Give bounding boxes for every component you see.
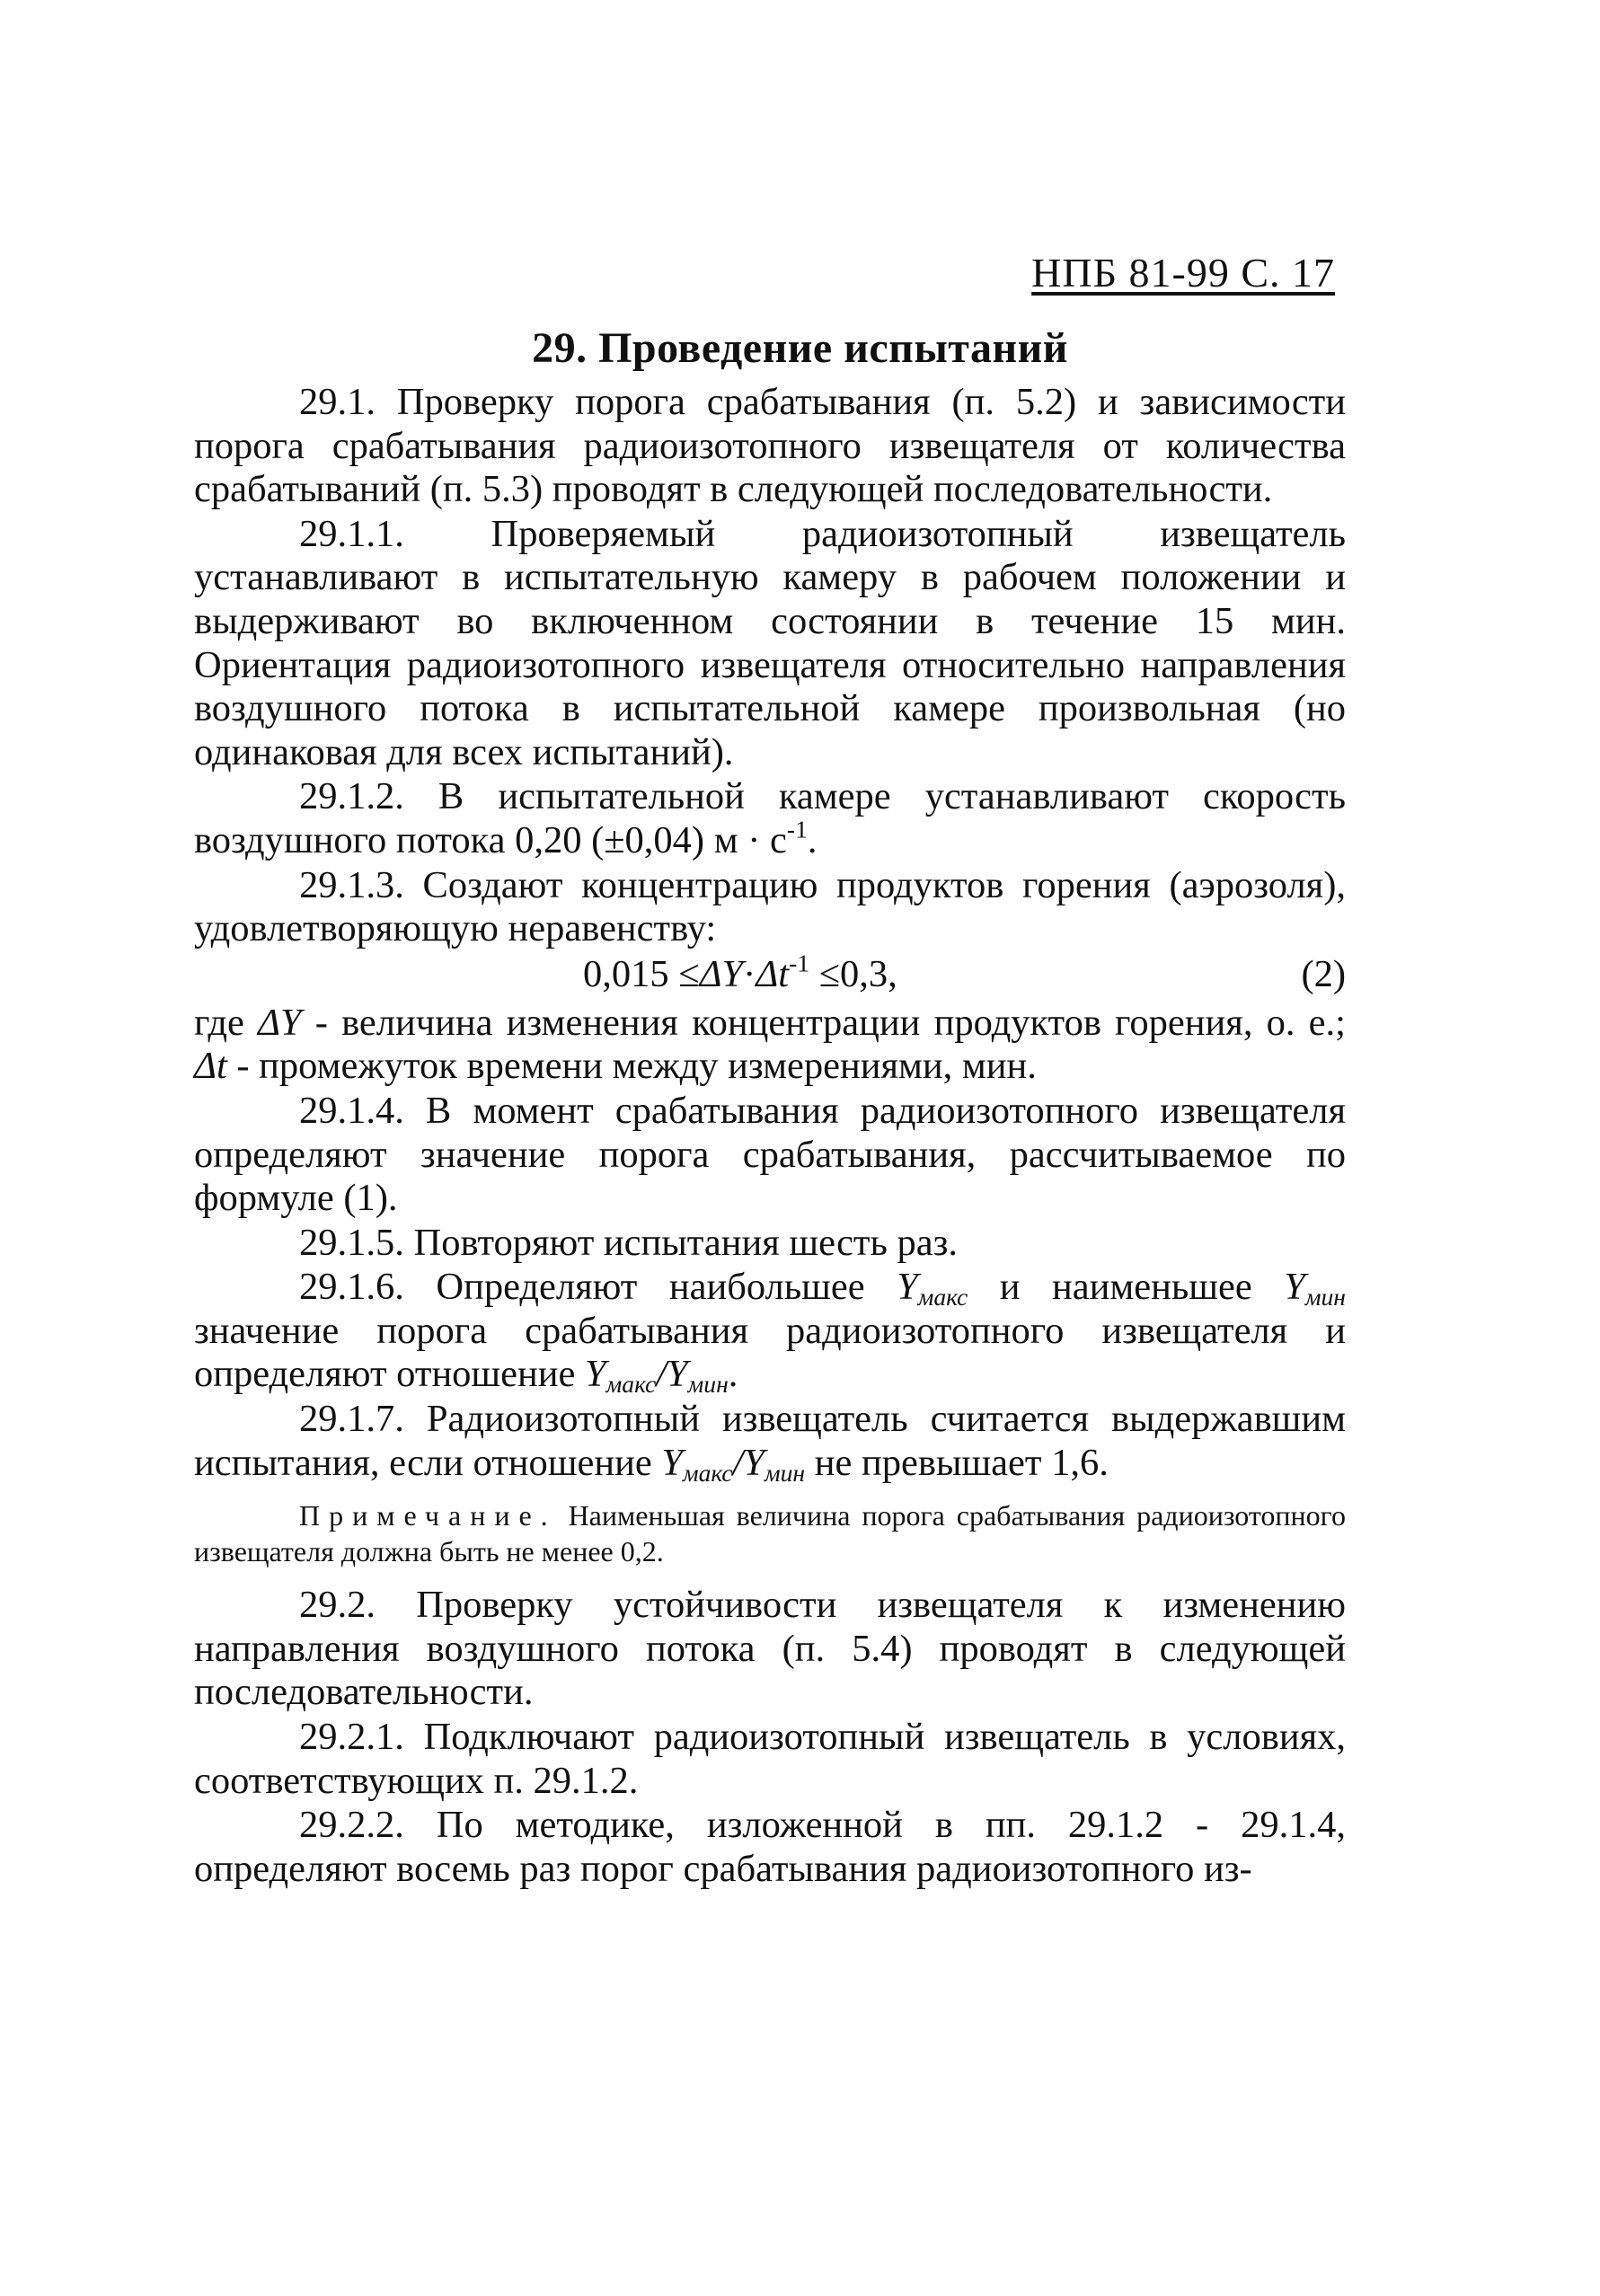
y-symbol: Y	[585, 1353, 606, 1396]
paragraph-29-2: 29.2. Проверку устойчивости извещателя к изменению направления воздушного потока (п. 5.4) проводят в следующей последовательности.	[194, 1584, 1346, 1714]
note	[194, 1497, 1346, 1569]
ratio-slash: /	[732, 1441, 744, 1484]
section-title: 29. Проведение испытаний	[532, 324, 1068, 372]
where-mid: - величина изменения концентрации продуктов горения, о. е.;	[301, 1001, 1346, 1044]
ratio-slash: /	[656, 1353, 667, 1396]
paragraph-29-1-2-end: .	[807, 818, 818, 861]
p-29-1-6-part-c: значение порога срабатывания радиоизотопного извещателя и определяют отношение	[194, 1309, 1346, 1396]
y-symbol: Y	[1284, 1266, 1305, 1309]
y-subscript-max: макс	[682, 1458, 733, 1487]
formula-2	[194, 949, 1346, 1000]
formula-exponent: -1	[789, 949, 810, 977]
note-text: Наименьшая величина порога срабатывания радиоизотопного извещателя должна быть не менее 0,2.	[194, 1499, 1346, 1568]
formula-right: ≤0,3,	[809, 952, 897, 995]
p-29-1-6-part-a: 29.1.6. Определяют наибольшее	[299, 1266, 897, 1309]
note-label: Примечание.	[299, 1499, 557, 1532]
formula-delta-y: ΔY	[699, 952, 744, 995]
paragraph-29-1-1: 29.1.1. Проверяемый радиоизотопный извещатель устанавливают в испытательную камеру в рабочем положении и выдерживают во включенном состоянии в течение 15 мин. Ориентация радиоизотопного извещателя относительно направления воздушного потока в испытательной камере произвольная (но одинаковая для всех испытаний).	[194, 512, 1346, 773]
formula-expression	[583, 949, 897, 997]
paragraph-29-1-2	[194, 775, 1346, 862]
where-delta-t: Δt	[194, 1045, 227, 1088]
y-subscript-min: мин	[764, 1458, 806, 1487]
where-delta-y: ΔY	[257, 1001, 302, 1044]
y-symbol: Y	[667, 1353, 688, 1396]
y-subscript-min: мин	[1304, 1283, 1346, 1311]
formula-left: 0,015 ≤	[583, 952, 700, 995]
p-29-1-7-part-b: не превышает 1,6.	[805, 1441, 1109, 1484]
paragraph-29-2-1: 29.2.1. Подключают радиоизотопный извещатель в условиях, соответствующих п. 29.1.2.	[194, 1716, 1346, 1802]
body-text	[194, 381, 1346, 1892]
y-symbol: Y	[743, 1441, 765, 1484]
y-symbol: Y	[897, 1266, 918, 1309]
formula-number: (2)	[1301, 952, 1346, 995]
paragraph-29-1: 29.1. Проверку порога срабатывания (п. 5.2) и зависимости порога срабатывания радиоизотопного извещателя от количества срабатываний (п. 5.3) проводят в следующей последовательности.	[194, 381, 1346, 511]
unit-exponent: -1	[786, 815, 808, 843]
paragraph-29-1-6	[194, 1266, 1346, 1397]
paragraph-29-2-2: 29.2.2. По методике, изложенной в пп. 29.1.2 - 29.1.4, определяют восемь раз порог срабатывания радиоизотопного из-	[194, 1804, 1346, 1890]
paragraph-29-1-3: 29.1.3. Создают концентрацию продуктов горения (аэрозоля), удовлетворяющую неравенству:	[194, 863, 1346, 950]
y-subscript-max: макс	[917, 1283, 968, 1311]
formula-explanation	[194, 1002, 1346, 1089]
where-prefix: где	[194, 1001, 258, 1044]
paragraph-29-1-7	[194, 1398, 1346, 1485]
where-end: - промежуток времени между измерениями, мин.	[226, 1045, 1037, 1088]
paragraph-29-1-2-text: 29.1.2. В испытательной камере устанавливают скорость воздушного потока 0,20 (±0,04) м · с	[194, 775, 1346, 861]
p-29-1-6-part-b: и наименьшее	[968, 1266, 1285, 1309]
formula-delta-t: Δt	[756, 952, 790, 995]
y-subscript-min: мин	[687, 1370, 729, 1399]
p-29-1-7-part-a: 29.1.7. Радиоизотопный извещатель считается выдержавшим испытания, если отношение	[194, 1398, 1346, 1484]
y-symbol: Y	[661, 1441, 683, 1484]
p-29-1-6-end: .	[728, 1353, 738, 1396]
formula-dot: ·	[743, 952, 756, 995]
running-header: НПБ 81-99 С. 17	[1031, 250, 1335, 296]
paragraph-29-1-5: 29.1.5. Повторяют испытания шесть раз.	[299, 1221, 959, 1264]
paragraph-29-1-4: 29.1.4. В момент срабатывания радиоизотопного извещателя определяют значение порога срабатывания, рассчитываемое по формуле (1).	[194, 1089, 1346, 1220]
y-subscript-max: макс	[606, 1370, 657, 1399]
